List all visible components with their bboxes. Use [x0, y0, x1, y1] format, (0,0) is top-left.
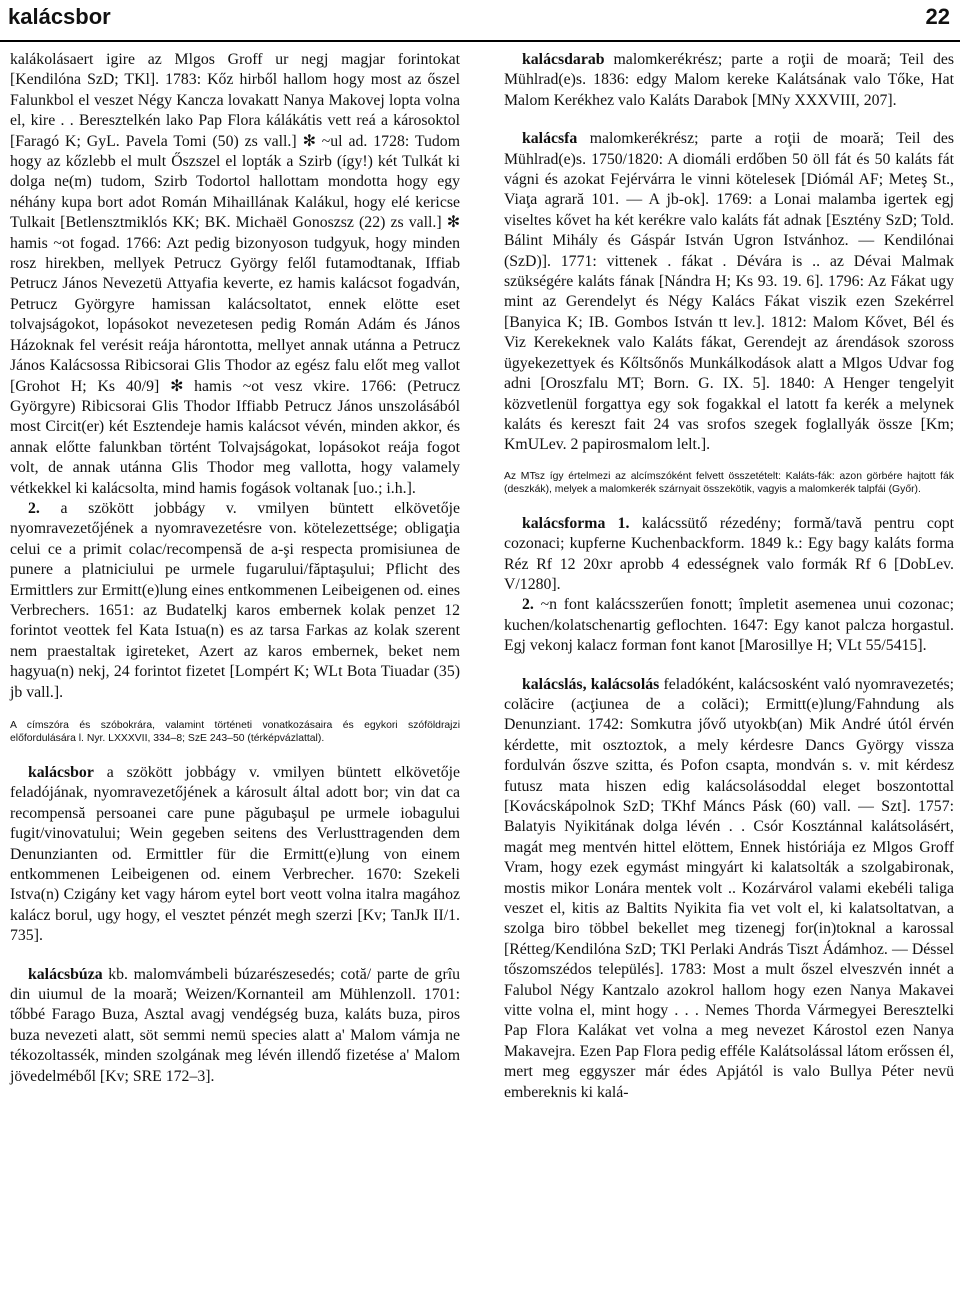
page-header: [0, 0, 960, 42]
entry-text: malomkerékrész; parte a roţii de moară; Teil des Mühlrad(e)s. 1836: edgy Malom kereke Kalátsának valo Tőke, Hat Malom Kerékhez valo Kaláts Darabok [MNy XXXVIII, 207].: [504, 51, 955, 109]
footnote: Az MTsz így értelmezi az alcímszóként felvett összetételt: Kaláts-fák: azon görbére hajtott fák (deszkák), melyek a malomkerék szárnyait összekötik, vagyis a malomkerék talpfái (Győr).: [504, 470, 954, 495]
right-column: [504, 50, 954, 1103]
entry-continuation: kalákolásaert igire az Mlgos Groff ur negj magjar forintokat [Kendilóna SzD; TKl]. 1783: Kőz hirből hallom hogy most az őszel Falunkbol el veszet Négy Kancza lovakatt Nanya Makovej lopta volna el, kire . . Beresztelkén lako Pap Flora kálákátis vett reá a károsoktol [Faragó K; GyL. Pavela Tomi (50) zs vall.] ✻ ~ul ad. 1728: Tudom hogy az kőzlebb el mult Őszszel el lopták a Szirb (így!) két Tulkát ki dolga ne(m) tudom, Szirb Todortol hallottam mondotta hogy egy néhány kupa bort adot Román Mihaillának Kalákul, hogy elé kericse Tulkait [Betlensztmiklós KK; BK. Michaël Gonoszsz (22) zs vall.] ✻ hamis ~ot fogad. 1766: Azt pedig bizonyoson tudgyuk, hogy minden rosz hirekben, mellyek Petrucz György felől futamodtanak, Iffiab Petrucz János Nevezetü Attyafia keverte, ez hamis kalácsot fogadván, Petrucz Györgyre hamissan kalácsoltatot, ennek elötte eset tolvajságokot, lopásokot nevezetesen pedig Román Adám és János Házoknak fel verésit reája hárontotta, mellyet annak utánna a Petrucz János Kalácsossa Ribicsorai Glis Thodor az egész falu előt meg vallot [Grohot H; Ks 40/9] ✻ hamis ~ot vesz vkire. 1766: (Petrucz Györgyre) Ribicsorai Glis Thodor Iffiabb Petrucz János unszolásából most Circit(er) két Esztendeje hamis kalácsot vévén, minden akkor, és annak előtte falunkban történt Tolvajságokat, lopásokot reája fogot volt, de annak utánna Glis Thodor meg vallotta, hogy valamely vétkekkel ki kalácsolta, mind hamis fogások voltanak [uo.; i.h.].: [10, 51, 460, 497]
entry-kalacsbuza: [10, 965, 460, 1087]
entry-kalacsbor: [10, 763, 460, 947]
running-headword: kalácsbor: [8, 4, 111, 29]
headword: kalácslás, kalácsolás: [522, 675, 660, 693]
footnote: A címszóra és szóbokrára, valamint történeti vonatkozásaira és egykori szóföldrajzi előfordulására l. Nyr. LXXXVII, 334–8; SzE 243–50 (térképvázlattal).: [10, 720, 460, 744]
sense-number: 2.: [522, 596, 534, 614]
entry-kalacsforma: [504, 514, 954, 596]
entry-text: a szökött jobbágy v. vmilyen büntett elkövetője feladójának, nyomravezetőjének a károsult által adott bor; vin dat ca recompensă persoanei care pune păgubaşul pe urmele iobagului fugit/vinovatului; Wein gegeben seitens des Verlusttragenden dem Denunzianten od. Ermittler für die Ermitt(e)lung von einem entkommenen Leibeigenen od. einem Verbrecher. 1670: Szekeli Istva(n) Czigány ket vagy három eytel bort veott volna italra magához kalácz borul, ugy hogy, el vesztet pénzét megh szerzi [Kv; TanJk II/1. 735].: [10, 764, 461, 945]
sense-2: [10, 499, 460, 703]
headword: kalácsfa: [522, 130, 578, 148]
headword: kalácsbúza: [28, 965, 103, 983]
entry-text: feladóként, kalácsosként való nyomravezetés; colăcire (acţiunea de a colăci); Ermitt(e)lung/Fahndung als Denunziant. 1742: Somkutra jővő utyokb(an) Mik André útól érvén kérdette, mit osztoztok, a mely kérdesre Dancs György vissza fordulván őszve szitta, és Pofon csapta, mondván s. v. mit kérdesz futusz mata hiszen edig kalácsolásoddal eleget boszontottal [Kovácskápolnok SzD; TKhf Máncs Pásk (60) vall. — Szt]. 1757: Balatyis Nyikitának dolga lévén . . Csór Kosztánnal kalátsolásért, magát meg mentvén hittel elöttem, Ennek históriája ez Mlgos Groff Vram, hogy ezek egymást mingyárt ki kalatsolták a szolgabironak, mostis mikor Lonára mentek volt .. Kozárvárol valami ekebéli taliga veszet el, kitis az Baltits Nyikita fia vet volt el, ki kalatsoltatvan, a szolga biro többel bekellet meg tizenegj for(in)toknal a karossal [Rétteg/Kendilóna SzD; TKl Perlaki András Tiszt Ádámhoz. — Déssel tőszomszédos település]. 1783: Most a mult őszel elveszvén innét a Falubol Négy Kantzalo azokrol hallom hogy ezen Nanya Makavei vitte volna el, mint hogy . . . Nemes Thorda Vármegyei Beresztelki Pap Flora Kalákat vet volna a meg nevezet Károstol ezen Nanya Makavejra. Ezen Pap Flora pedig efféle Kalátsolással látom erőssen él, mert meg eggyszer már édes Apjától is valo Bullya Péter nevü embereknis ki kalá-: [504, 675, 954, 1101]
entry-text: malomkerékrész; parte a roţii de moară; Teil des Mühlrad(e)s. 1750/1820: A diomáli erdőben 50 öll fát és 50 kaláts fát vágni és azokat Fejérvárra le vinni kötelesek [Diómál AF; Meteş St., Viaţa agrară 101. — A jb-ok]. 1769: a Lonai malamba igertek egj viseltes kővet ha két kerékre valo kaláts fát adnak [Esztény SzD; Told. Bálint Mihály és Gáspár István Ugron Istvánhoz. — Kendilónai (SzD)]. 1771: vittenek . fákat . Dévára is .. az Dévai Malmak szükségére kaláts fának [Nándra H; Ks 93. 19. 6]. 1796: Az Fákat ugy mint az Gerendelyt és Négy Kalács Fákat viszik ezen Szekérrel [Banyica K; IB. Gombos István tt lev.]. 1812: Malom Kővet, Bél és Viz Kerekeknek valo Kaláts fákat, Gerendejt az árendások szoross ügyekezettyek és Kőltsőnős Munkálkodások alatt a Mlgos Udvar fog adni [Oroszfalu MT; Born. G. IX. 5]. 1840: A Henger tengelyit közvetlenül forgattya egy sok fogakkal el latott fa kerék a melynek kaláts és kereszt fait 24 vas srofos szegek foglallyák össze [Km; KmULev. 2 papirosmalom lelt.].: [504, 130, 955, 454]
page-number: 22: [925, 4, 950, 29]
left-column: [10, 50, 460, 1087]
entry-text: kb. malomvámbeli búzarészesedés; cotă/ parte de grîu din uiumul de la moară; Weizen/Kornanteil am Mühlenzoll. 1701: tőbbé Farago Buza, Asztal avagj vendégség buza, kaláts buza, piros buza nevezeti alatt, söt semmi nemü species alatt a' Malom vámja ne tékozoltassék, minden szolgának meg lévén illendő fizetése a' Malom jövedelméből [Kv; SRE 172–3].: [10, 965, 460, 1085]
entry-kalacsdarab: [504, 50, 954, 111]
sense-number: 1.: [617, 514, 630, 532]
headword: kalácsforma: [522, 514, 606, 532]
entry-kalacslas: [504, 675, 954, 1104]
sense-number: 2.: [28, 499, 40, 517]
entry-kalacsfa: [504, 129, 954, 456]
sense-text: ~n font kalácsszerűen fonott; împletit asemenea unui cozonac; kuchen/kolatschenartig geflochten. 1647: Egy kanot palcza horgastul. Egj vekonj kalacz forman font kanot [Marosillye H; VLt 55/5415].: [504, 596, 954, 655]
sense-2: [504, 595, 954, 656]
sense-text: kalácssütő rézedény; formă/tavă pentru copt cozonaci; kupferne Kuchenbackform. 1849 k.: Egy bagy kaláts forma Réz Rf 12 20xr aprobb 4 edességnek valo formák Rf 6 [DobLev. V/1280].: [504, 514, 955, 593]
headword: kalácsbor: [28, 764, 94, 781]
sense-text: a szökött jobbágy v. vmilyen büntett elkövetője nyomravezetőjének a nyomravezetésre von. kötelezettsége; obligaţia celui ce a primit colac/recompensă de a-şi respecta promisiunea de punere a platniciului pe urmele fugarului/făptaşului; Pflicht des Ermittlers zur Ermitt(e)lung eines entkommenen Leibeigenen od. eines Verbrechers. 1651: az Budatelkj karos embernek kolak penzet 12 forintot veottek fel Kata Istua(n) es az tarsa Farkas az kolak szerent nem praestaltak igireteket, Azert az karos embernek, beket nem hagyua(n) nekj, 24 forintot fizetet [Lompért K; WLt Bota Tiuadar (35) jb vall.].: [10, 499, 460, 701]
headword: kalácsdarab: [522, 51, 605, 68]
